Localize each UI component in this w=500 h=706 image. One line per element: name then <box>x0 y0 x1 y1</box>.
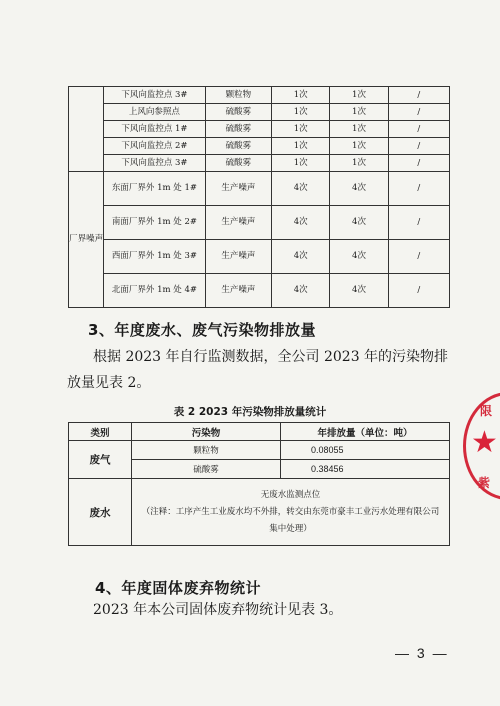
freq1-cell: 1次 <box>272 104 330 121</box>
item-cell: 硫酸雾 <box>205 104 271 121</box>
point-cell <box>104 274 206 308</box>
point-label: 南面厂界外 1m 处 2# <box>111 217 197 227</box>
freq2-cell: 1次 <box>330 121 388 138</box>
amount-cell: 0.08055 <box>281 441 450 460</box>
section3-paragraph: 根据 2023 年自行监测数据，全公司 2023 年的污染物排放量见表 2。 <box>67 349 449 391</box>
freq1-cell: 1次 <box>272 138 330 155</box>
point-cell <box>104 172 206 206</box>
point-cell: 下风向监控点 1# <box>104 121 206 138</box>
note-cell: / <box>388 155 449 172</box>
table-row <box>69 155 450 172</box>
table-row <box>69 274 450 308</box>
table-row <box>69 206 450 240</box>
table-row <box>69 172 450 206</box>
item-cell: 硫酸雾 <box>205 155 271 172</box>
freq1-cell: 1次 <box>272 155 330 172</box>
category-cell-blank <box>69 87 104 172</box>
freq1-cell: 4次 <box>272 274 330 308</box>
freq2-cell: 4次 <box>330 274 388 308</box>
note-cell: / <box>388 172 449 206</box>
header-category: 类别 <box>69 423 132 441</box>
note-cell: / <box>388 121 449 138</box>
freq1-cell: 4次 <box>272 206 330 240</box>
table-row <box>69 87 450 104</box>
point-cell: 下风向监控点 3# <box>104 155 206 172</box>
note-cell: / <box>388 104 449 121</box>
freq1-cell: 1次 <box>272 121 330 138</box>
pollutant-cell: 颗粒物 <box>132 441 281 460</box>
water-note-line2: （注释：工序产生工业废水均不外排，转交由东莞市豪丰工业污水处理有限公司集中处理） <box>141 506 440 534</box>
amount-cell: 0.38456 <box>281 460 450 479</box>
item-cell: 生产噪声 <box>205 206 271 240</box>
section4-paragraph: 2023 年本公司固体废弃物统计见表 3。 <box>93 602 343 618</box>
table2-caption: 表 2 2023 年污染物排放量统计 <box>173 406 327 418</box>
freq2-cell: 4次 <box>330 206 388 240</box>
water-note-line1: 无废水监测点位 <box>260 489 321 500</box>
monitoring-table <box>68 86 450 308</box>
note-cell: / <box>388 274 449 308</box>
item-cell: 硫酸雾 <box>205 121 271 138</box>
point-cell: 下风向监控点 2# <box>104 138 206 155</box>
freq2-cell: 4次 <box>330 172 388 206</box>
point-cell: 下风向监控点 3# <box>104 87 206 104</box>
water-note-cell <box>132 479 450 546</box>
point-cell <box>104 240 206 274</box>
table-row <box>69 479 450 546</box>
pollutant-cell: 硫酸雾 <box>132 460 281 479</box>
note-cell: / <box>388 240 449 274</box>
category-noise: 厂界噪声 <box>69 172 104 308</box>
item-cell: 生产噪声 <box>205 274 271 308</box>
freq1-cell: 4次 <box>272 172 330 206</box>
table-row <box>69 441 450 460</box>
point-label: 北面厂界外 1m 处 4# <box>111 285 197 295</box>
freq2-cell: 1次 <box>330 87 388 104</box>
freq2-cell: 1次 <box>330 138 388 155</box>
item-cell: 颗粒物 <box>205 87 271 104</box>
category-water: 废水 <box>69 479 132 546</box>
page-number: — 3 — <box>395 645 449 661</box>
point-cell: 上风向参照点 <box>104 104 206 121</box>
freq1-cell: 1次 <box>272 87 330 104</box>
point-label: 西面厂界外 1m 处 3# <box>111 251 197 261</box>
emission-table <box>68 422 450 546</box>
freq1-cell: 4次 <box>272 240 330 274</box>
note-cell: / <box>388 138 449 155</box>
freq2-cell: 1次 <box>330 104 388 121</box>
item-cell: 生产噪声 <box>205 240 271 274</box>
item-cell: 硫酸雾 <box>205 138 271 155</box>
seal-char-top: 限 <box>480 404 493 418</box>
table-header-row <box>69 423 450 441</box>
seal-char-bottom: 紫 <box>478 476 491 490</box>
note-cell: / <box>388 206 449 240</box>
freq2-cell: 4次 <box>330 240 388 274</box>
header-pollutant: 污染物 <box>132 423 281 441</box>
freq2-cell: 1次 <box>330 155 388 172</box>
company-seal <box>463 392 500 500</box>
point-cell <box>104 206 206 240</box>
note-cell: / <box>388 87 449 104</box>
table-row <box>69 104 450 121</box>
category-gas: 废气 <box>69 441 132 479</box>
item-cell: 生产噪声 <box>205 172 271 206</box>
table-row <box>69 240 450 274</box>
section4-heading: 4、年度固体废弃物统计 <box>95 579 261 597</box>
star-icon: ★ <box>471 425 498 460</box>
section3-heading: 3、年度废水、废气污染物排放量 <box>88 321 316 339</box>
table-row <box>69 138 450 155</box>
point-label: 东面厂界外 1m 处 1# <box>111 183 197 193</box>
header-amount: 年排放量（单位：吨） <box>281 423 450 441</box>
table-row <box>69 121 450 138</box>
